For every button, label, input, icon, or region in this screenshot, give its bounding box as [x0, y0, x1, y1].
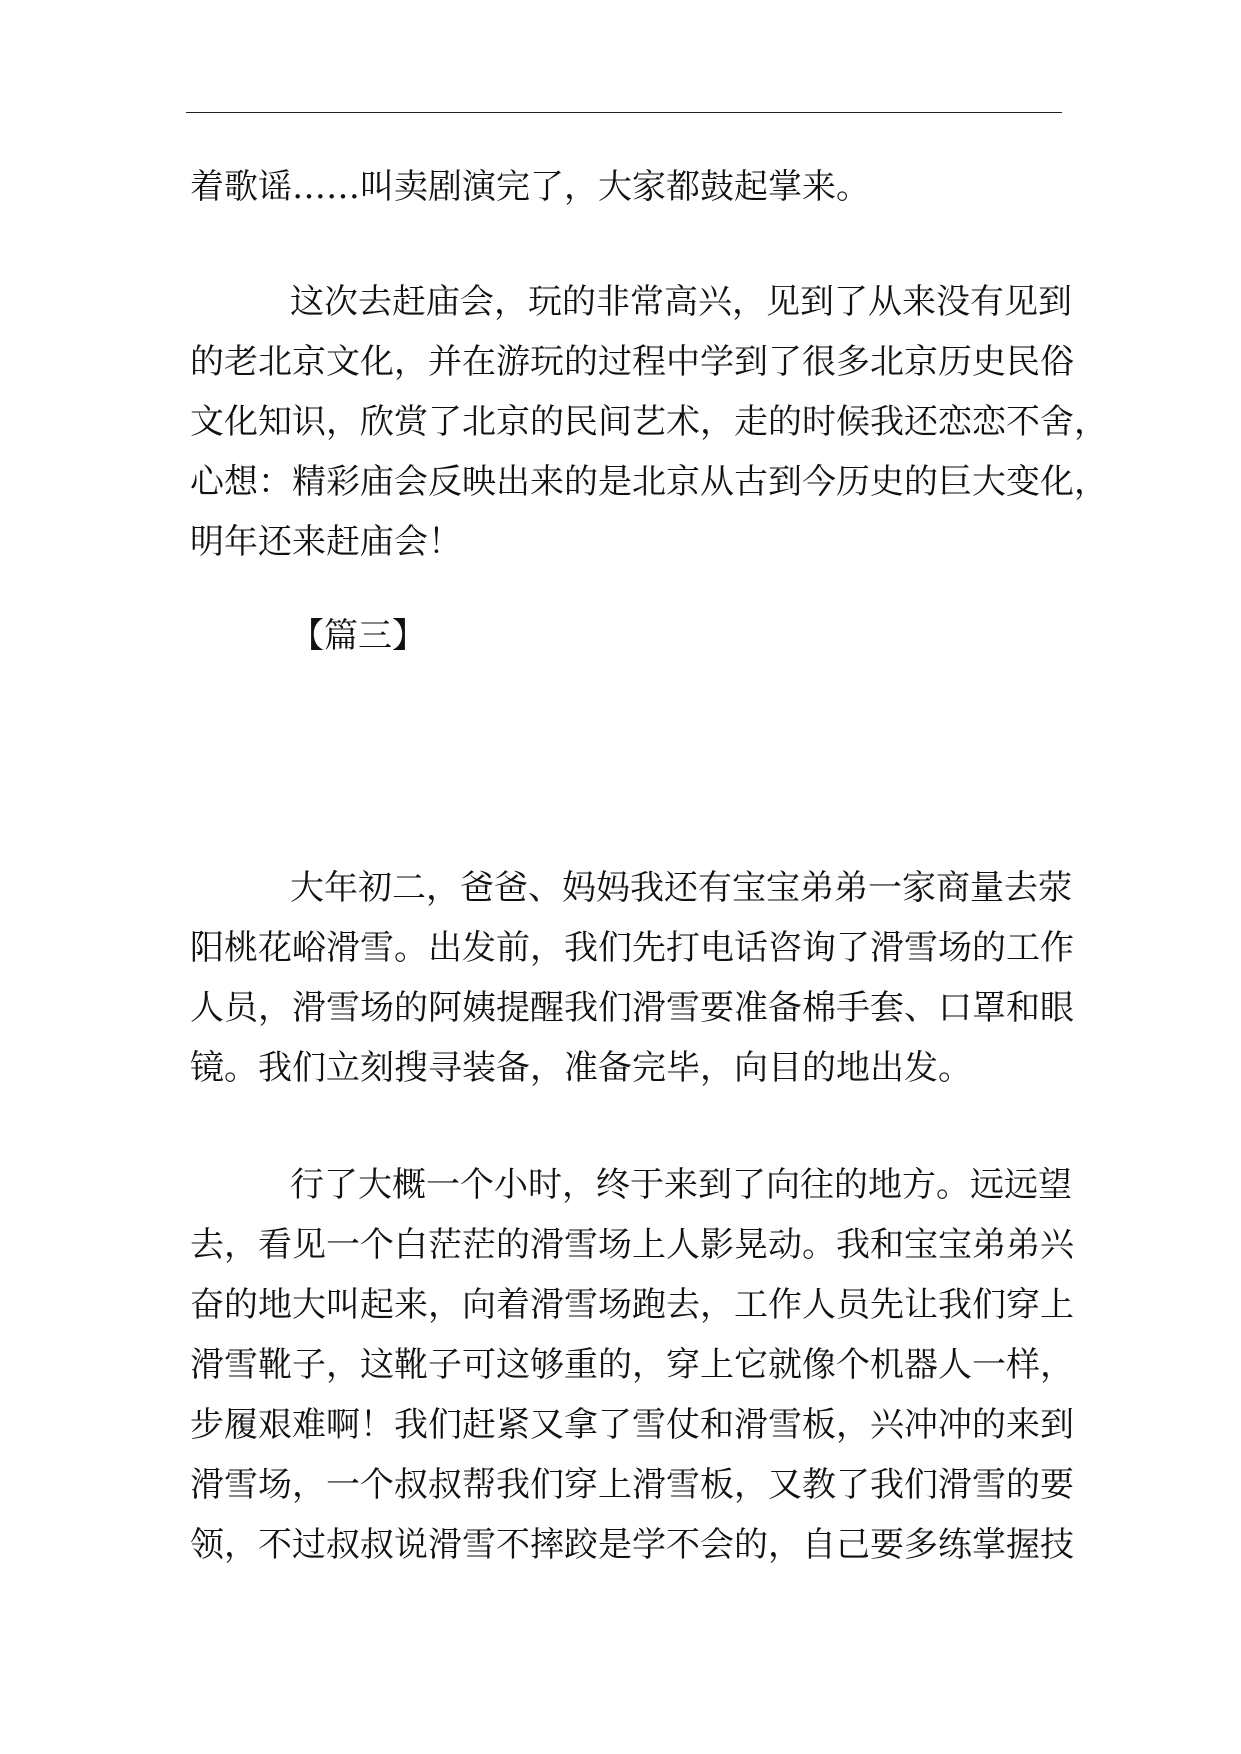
paragraph-1-line: 文化知识，欣赏了北京的民间艺术，走的时候我还恋恋不舍， [190, 402, 1108, 442]
paragraph-1-line: 明年还来赶庙会！ [190, 522, 462, 562]
paragraph-1-line: 心想：精彩庙会反映出来的是北京从古到今历史的巨大变化， [190, 462, 1108, 502]
paragraph-3-line: 步履艰难啊！我们赶紧又拿了雪仗和滑雪板，兴冲冲的来到 [190, 1405, 1074, 1445]
header-rule [186, 112, 1062, 113]
paragraph-3-line: 领，不过叔叔说滑雪不摔跤是学不会的，自己要多练掌握技 [190, 1525, 1074, 1565]
paragraph-3-line: 滑雪场，一个叔叔帮我们穿上滑雪板，又教了我们滑雪的要 [190, 1465, 1074, 1505]
paragraph-2-line: 阳桃花峪滑雪。出发前，我们先打电话咨询了滑雪场的工作 [190, 928, 1074, 968]
paragraph-3-line: 去，看见一个白茫茫的滑雪场上人影晃动。我和宝宝弟弟兴 [190, 1225, 1074, 1265]
paragraph-2-line: 镜。我们立刻搜寻装备，准备完毕，向目的地出发。 [190, 1048, 972, 1088]
paragraph-1-line: 的老北京文化，并在游玩的过程中学到了很多北京历史民俗 [190, 342, 1074, 382]
paragraph-1-line: 这次去赶庙会，玩的非常高兴，见到了从来没有见到 [290, 282, 1072, 322]
paragraph-3-line: 滑雪靴子，这靴子可这够重的，穿上它就像个机器人一样， [190, 1345, 1074, 1385]
section-heading: 【篇三】 [290, 616, 426, 656]
paragraph-3-line: 行了大概一个小时，终于来到了向往的地方。远远望 [290, 1165, 1072, 1205]
continued-paragraph-line: 着歌谣……叫卖剧演完了，大家都鼓起掌来。 [190, 167, 870, 207]
paragraph-3-line: 奋的地大叫起来，向着滑雪场跑去，工作人员先让我们穿上 [190, 1285, 1074, 1325]
paragraph-2-line: 人员，滑雪场的阿姨提醒我们滑雪要准备棉手套、口罩和眼 [190, 988, 1074, 1028]
paragraph-2-line: 大年初二，爸爸、妈妈我还有宝宝弟弟一家商量去荥 [290, 868, 1072, 908]
